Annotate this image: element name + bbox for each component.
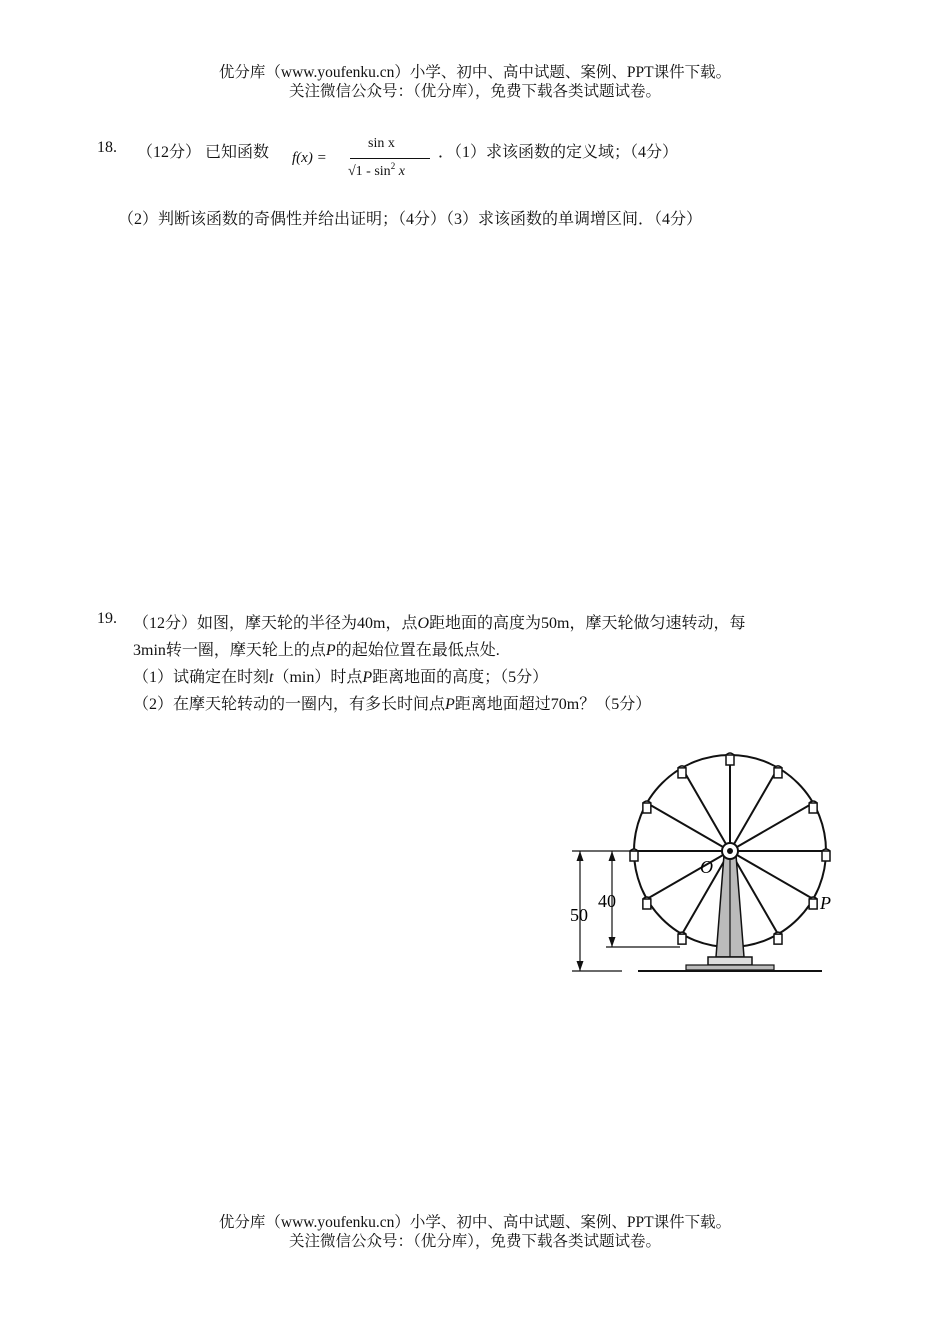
q19-l2b: 的起始位置在最低点处. bbox=[335, 642, 500, 659]
wheel-cabin bbox=[643, 897, 651, 909]
q19-l4-P: P bbox=[445, 696, 455, 713]
q18-intro: （12分） 已知函数 bbox=[137, 144, 270, 161]
wheel-spoke bbox=[647, 803, 730, 851]
formula-denominator bbox=[348, 161, 405, 180]
footer-line-1: 优分库（www.youfenku.cn）小学、初中、高中试题、案例、PPT课件下载。 bbox=[218, 1214, 732, 1231]
formula-fx: f(x) = bbox=[292, 150, 327, 166]
q19-l3-t: t bbox=[269, 669, 274, 686]
fraction-bar bbox=[350, 158, 430, 159]
q19-l3a: （1）试确定在时刻 bbox=[133, 669, 270, 686]
q19-l4a: （2）在摩天轮转动的一圈内，有多长时间点 bbox=[133, 696, 446, 713]
wheel-spoke bbox=[730, 851, 813, 899]
denominator-b: x bbox=[395, 164, 405, 179]
label-P: P bbox=[820, 893, 831, 913]
label-O: O bbox=[700, 857, 713, 877]
base-platform bbox=[686, 965, 774, 970]
q19-line4 bbox=[133, 691, 651, 714]
wheel-cabin bbox=[678, 766, 686, 778]
header-line-1: 优分库（www.youfenku.cn）小学、初中、高中试题、案例、PPT课件下载。 bbox=[218, 64, 732, 81]
ferris-wheel-figure bbox=[560, 745, 840, 985]
q19-line3 bbox=[133, 664, 548, 687]
wheel-spoke bbox=[682, 768, 730, 851]
denominator-sup: 2 bbox=[390, 161, 396, 171]
wheel-cabin bbox=[643, 801, 651, 813]
wheel-cabin bbox=[809, 801, 817, 813]
wheel-cabin bbox=[774, 932, 782, 944]
q19-line1 bbox=[133, 610, 745, 633]
denominator-a: √1 - sin bbox=[348, 164, 391, 179]
q19-l1a: （12分）如图，摩天轮的半径为40m，点 bbox=[133, 615, 418, 632]
q19-l1b: 距地面的高度为50m，摩天轮做匀速转动，每 bbox=[429, 615, 746, 632]
q19-l3b: （min）时点 bbox=[273, 669, 363, 686]
hub-center-dot bbox=[727, 848, 733, 854]
wheel-cabin bbox=[774, 766, 782, 778]
wheel-spoke bbox=[730, 803, 813, 851]
tower-base bbox=[708, 957, 752, 965]
label-40: 40 bbox=[598, 891, 616, 911]
q19-l4b: 距离地面超过70m？（5分） bbox=[454, 696, 652, 713]
wheel-cabin bbox=[809, 897, 817, 909]
q19-l2a: 3min转一圈，摩天轮上的点 bbox=[133, 642, 326, 659]
q18-after: ．（1）求该函数的定义域；（4分） bbox=[438, 144, 679, 161]
wheel-cabin bbox=[726, 753, 734, 765]
q18-formula bbox=[292, 136, 442, 192]
footer-line-2: 关注微信公众号：（优分库），免费下载各类试题试卷。 bbox=[288, 1233, 661, 1250]
wheel-cabin bbox=[822, 849, 830, 861]
q19-l2-P: P bbox=[325, 642, 336, 659]
label-50: 50 bbox=[570, 905, 588, 925]
header-line-2: 关注微信公众号：（优分库），免费下载各类试题试卷。 bbox=[288, 83, 661, 100]
wheel-cabin bbox=[678, 932, 686, 944]
q19-l3-P: P bbox=[362, 669, 373, 686]
q19-number: 19. bbox=[97, 610, 117, 627]
q19-line2 bbox=[133, 637, 500, 660]
q18-line2: （2）判断该函数的奇偶性并给出证明；（4分）（3）求该函数的单调增区间．（4分） bbox=[118, 211, 703, 228]
wheel-spoke bbox=[730, 768, 778, 851]
formula-numerator: sin x bbox=[368, 136, 395, 151]
q18-number: 18. bbox=[97, 139, 117, 156]
q19-l1-O: O bbox=[417, 615, 430, 632]
wheel-spoke bbox=[647, 851, 730, 899]
q19-l3c: 距离地面的高度；（5分） bbox=[372, 669, 549, 686]
